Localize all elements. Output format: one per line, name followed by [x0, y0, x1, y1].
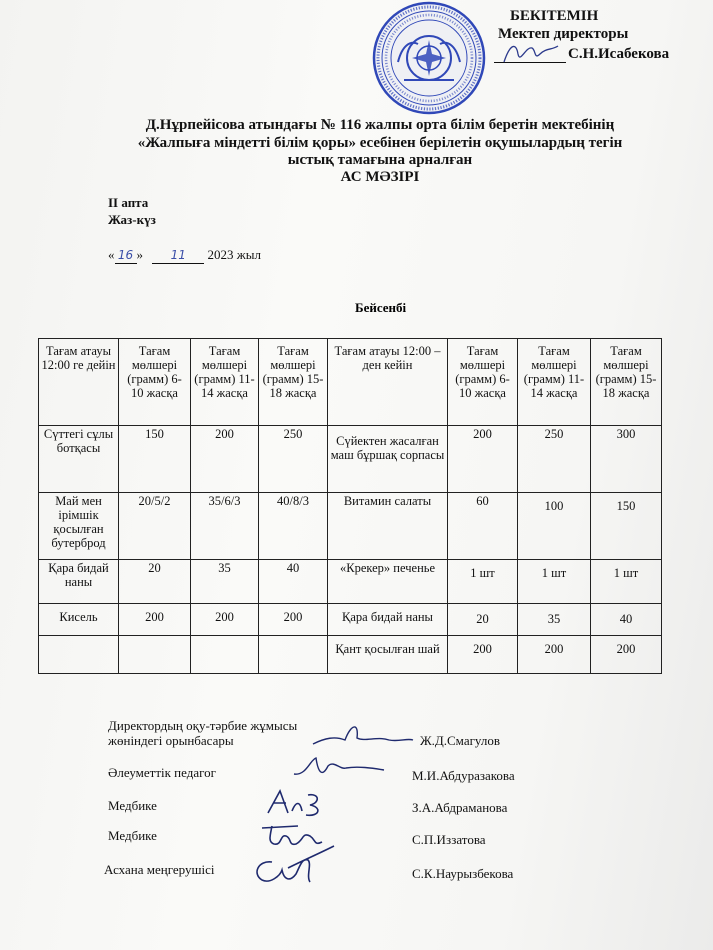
signature-5 [248, 840, 338, 888]
table-cell [119, 636, 191, 674]
title-line-1: Д.Нұрпейісова атындағы № 116 жалпы орта білім беретін мектебінің [145, 117, 615, 133]
approval-name: С.Н.Исабекова [568, 46, 670, 62]
header-cell: Тағам мөлшері (грамм) 15-18 жасқа [259, 339, 328, 426]
signatory-3-role: Медбике [108, 798, 157, 813]
date-month-field [152, 247, 204, 264]
table-cell: 200 [191, 604, 259, 636]
table-cell: 20 [448, 604, 518, 636]
school-seal-stamp [358, 0, 500, 116]
table-cell: Витамин салаты [328, 493, 448, 560]
table-cell: 1 шт [591, 560, 662, 604]
header-cell: Тағам атауы 12:00 ге дейін [39, 339, 119, 426]
table-cell: 200 [259, 604, 328, 636]
weekday-label: Бейсенбі [355, 300, 407, 315]
title-line-4: АС МӘЗІРІ [340, 169, 420, 185]
table-cell: Қант қосылған шай [328, 636, 448, 674]
table-cell: 200 [518, 636, 591, 674]
table-cell: 200 [448, 426, 518, 493]
table-row [39, 493, 662, 560]
table-cell [191, 636, 259, 674]
table-cell: 250 [259, 426, 328, 493]
title-line-3: ыстық тамағына арналған [287, 152, 473, 168]
date-close-quote: » [136, 247, 143, 262]
table-cell: Сүттегі сұлы ботқасы [39, 426, 119, 493]
header-cell: Тағам мөлшері (грамм) 11-14 жасқа [518, 339, 591, 426]
table-cell: «Крекер» печенье [328, 560, 448, 604]
table-cell: Қара бидай наны [328, 604, 448, 636]
table-cell: 250 [518, 426, 591, 493]
table-cell: 40/8/3 [259, 493, 328, 560]
date-day-field [115, 247, 137, 264]
signatory-1-name: Ж.Д.Смагулов [420, 733, 500, 748]
approval-heading: БЕКІТЕМІН [510, 8, 599, 24]
table-cell: Май мен ірімшік қосылған бутерброд [39, 493, 119, 560]
table-cell: Кисель [39, 604, 119, 636]
table-cell: 200 [448, 636, 518, 674]
signature-2 [288, 752, 388, 786]
signatory-4-name: С.П.Иззатова [412, 832, 486, 847]
header-cell: Тағам мөлшері (грамм) 6-10 жасқа [448, 339, 518, 426]
header-cell: Тағам мөлшері (грамм) 6-10 жасқа [119, 339, 191, 426]
signatory-1-role-line1: Директордың оқу-тәрбие жұмысы [108, 718, 298, 733]
table-cell: 150 [119, 426, 191, 493]
header-cell: Тағам мөлшері (грамм) 11-14 жасқа [191, 339, 259, 426]
table-row [39, 560, 662, 604]
director-signature [500, 38, 570, 72]
signatory-1-role-line2: жөніндегі орынбасары [108, 733, 234, 748]
signatory-4-role: Медбике [108, 828, 157, 843]
table-cell [39, 636, 119, 674]
table-cell: 150 [591, 493, 662, 560]
season-label: Жаз-күз [108, 212, 156, 227]
date-line [108, 247, 261, 264]
signatory-2-role: Әлеуметтік педагог [108, 765, 216, 780]
table-cell: 20/5/2 [119, 493, 191, 560]
header-cell: Тағам мөлшері (грамм) 15-18 жасқа [591, 339, 662, 426]
table-header-row [39, 339, 662, 426]
signature-3 [262, 785, 332, 821]
table-cell: 40 [259, 560, 328, 604]
signatory-5-role: Асхана меңгерушісі [104, 862, 215, 877]
signature-1 [305, 718, 415, 756]
table-cell [259, 636, 328, 674]
date-year: 2023 жыл [207, 247, 261, 262]
table-cell: 20 [119, 560, 191, 604]
menu-table [38, 338, 662, 674]
table-cell: 1 шт [448, 560, 518, 604]
date-day: 16 [117, 248, 134, 262]
table-cell: 200 [119, 604, 191, 636]
title-line-2: «Жалпыға міндетті білім қоры» есебінен берілетін оқушылардың тегін [137, 135, 623, 151]
table-row [39, 636, 662, 674]
date-month: 11 [170, 248, 186, 262]
signatory-2-name: М.И.Абдуразакова [412, 768, 515, 783]
header-cell: Тағам атауы 12:00 – ден кейін [328, 339, 448, 426]
table-cell: 1 шт [518, 560, 591, 604]
table-cell: 200 [591, 636, 662, 674]
table-cell: 35 [191, 560, 259, 604]
table-cell: 35/6/3 [191, 493, 259, 560]
table-cell: 100 [518, 493, 591, 560]
table-cell: 200 [191, 426, 259, 493]
approval-position: Мектеп директоры [498, 26, 629, 42]
signatory-3-name: З.А.Абдраманова [412, 800, 508, 815]
table-cell: Сүйектен жасалған маш бұршақ сорпасы [328, 426, 448, 493]
table-cell: 60 [448, 493, 518, 560]
table-cell: 40 [591, 604, 662, 636]
week-label: ІІ апта [108, 195, 149, 210]
table-row [39, 426, 662, 493]
date-open-quote: « [108, 247, 115, 262]
table-cell: 300 [591, 426, 662, 493]
table-cell: 35 [518, 604, 591, 636]
table-cell: Қара бидай наны [39, 560, 119, 604]
signatory-5-name: С.К.Наурызбекова [412, 866, 514, 881]
table-row [39, 604, 662, 636]
